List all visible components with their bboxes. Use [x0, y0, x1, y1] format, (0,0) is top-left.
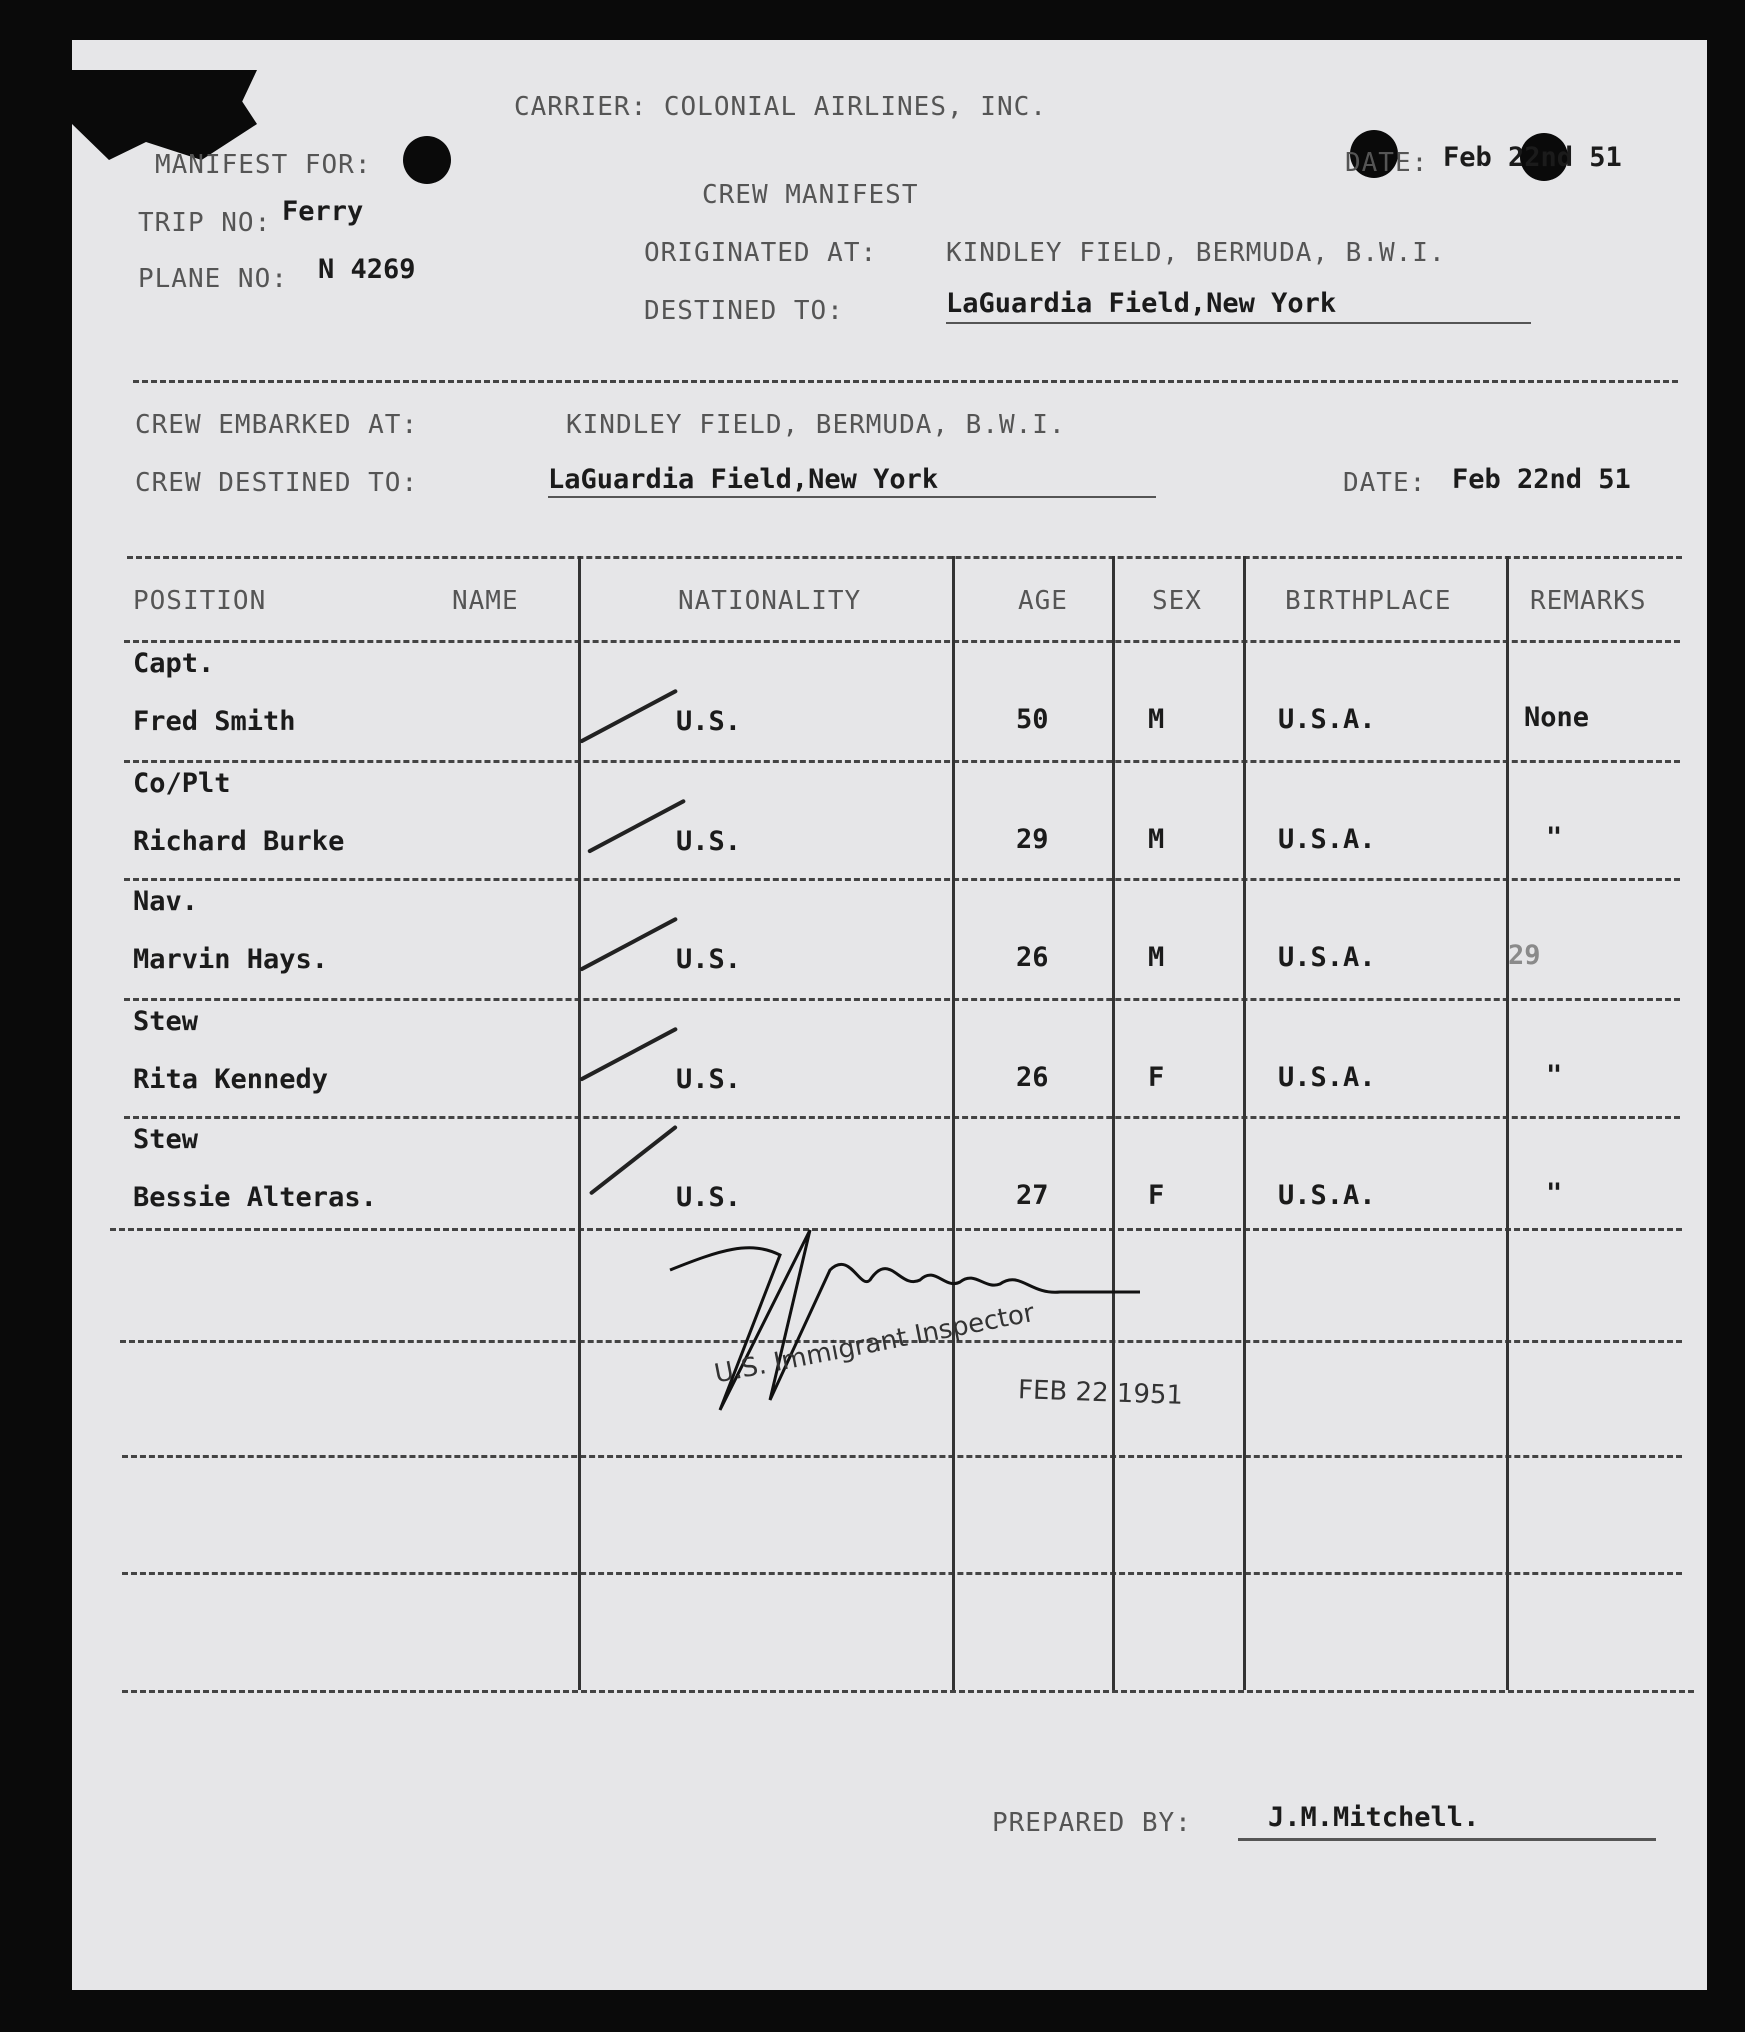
row-age: 27	[1016, 1180, 1049, 1211]
crew-manifest-title: CREW MANIFEST	[702, 180, 919, 210]
plane-label: PLANE NO:	[138, 264, 288, 294]
header-remarks: REMARKS	[1530, 586, 1647, 616]
table-top-line	[127, 556, 1682, 559]
row-remarks: "	[1546, 1060, 1563, 1091]
header-birthplace: BIRTHPLACE	[1285, 586, 1452, 616]
column-divider	[578, 556, 581, 1690]
row-name: Fred Smith	[133, 706, 296, 737]
carrier-line: CARRIER: COLONIAL AIRLINES, INC.	[514, 92, 1047, 122]
header-nationality: NATIONALITY	[678, 586, 862, 616]
destined-value: LaGuardia Field,New York	[946, 288, 1337, 319]
row-remarks: None	[1524, 702, 1590, 733]
destined-label: DESTINED TO:	[644, 296, 844, 326]
column-divider	[1112, 556, 1115, 1690]
crew-date-value: Feb 22nd 51	[1452, 464, 1631, 495]
prepared-by-underline	[1238, 1838, 1656, 1841]
crew-embarked-value: KINDLEY FIELD, BERMUDA, B.W.I.	[566, 410, 1066, 440]
row-sex: M	[1148, 942, 1165, 973]
destined-underline	[946, 322, 1531, 324]
row-birthplace: U.S.A.	[1278, 1062, 1376, 1093]
row-nationality: U.S.	[676, 944, 742, 975]
row-position: Stew	[133, 1006, 199, 1037]
row-name: Bessie Alteras.	[133, 1182, 377, 1213]
date-label: DATE:	[1345, 148, 1429, 178]
stamp-date: FEB 22 1951	[1017, 1375, 1184, 1411]
plane-value: N 4269	[318, 254, 416, 285]
manifest-for-label: MANIFEST FOR:	[155, 150, 372, 180]
row-nationality: U.S.	[676, 826, 742, 857]
row-position: Capt.	[133, 648, 215, 679]
row-sex: M	[1148, 704, 1165, 735]
originated-value: KINDLEY FIELD, BERMUDA, B.W.I.	[946, 238, 1446, 268]
row-position: Stew	[133, 1124, 199, 1155]
row-age: 26	[1016, 1062, 1049, 1093]
row-divider	[124, 1116, 1680, 1119]
row-position: Nav.	[133, 886, 199, 917]
row-birthplace: U.S.A.	[1278, 824, 1376, 855]
row-sex: F	[1148, 1180, 1165, 1211]
row-sex: F	[1148, 1062, 1165, 1093]
row-divider	[124, 998, 1680, 1001]
row-age: 29	[1016, 824, 1049, 855]
trip-label: TRIP NO:	[138, 208, 272, 238]
row-divider	[122, 1572, 1682, 1575]
column-divider	[1243, 556, 1246, 1690]
crew-destined-underline	[548, 496, 1156, 498]
inspector-stamp: U.S. Immigrant Inspector	[712, 1297, 1037, 1390]
row-birthplace: U.S.A.	[1278, 704, 1376, 735]
column-divider	[1506, 556, 1509, 1690]
row-name: Richard Burke	[133, 826, 345, 857]
row-age: 50	[1016, 704, 1049, 735]
table-header-line	[124, 640, 1680, 643]
originated-label: ORIGINATED AT:	[644, 238, 878, 268]
row-sex: M	[1148, 824, 1165, 855]
row-divider	[124, 878, 1680, 881]
crew-date-label: DATE:	[1343, 468, 1427, 498]
row-remarks: 29	[1508, 940, 1541, 971]
row-birthplace: U.S.A.	[1278, 942, 1376, 973]
punch-hole	[403, 136, 451, 184]
row-divider	[122, 1455, 1682, 1458]
row-remarks: "	[1546, 1178, 1563, 1209]
header-divider	[133, 380, 1678, 383]
header-sex: SEX	[1152, 586, 1202, 616]
row-position: Co/Plt	[133, 768, 231, 799]
table-bottom-line	[122, 1690, 1694, 1693]
row-nationality: U.S.	[676, 706, 742, 737]
prepared-by-label: PREPARED BY:	[992, 1808, 1192, 1838]
row-divider	[124, 760, 1680, 763]
header-age: AGE	[1018, 586, 1068, 616]
date-value: Feb 22nd 51	[1443, 142, 1622, 173]
row-name: Marvin Hays.	[133, 944, 329, 975]
manifest-page	[72, 40, 1707, 1990]
crew-destined-label: CREW DESTINED TO:	[135, 468, 419, 498]
crew-destined-value: LaGuardia Field,New York	[548, 464, 939, 495]
row-age: 26	[1016, 942, 1049, 973]
row-remarks: "	[1546, 822, 1563, 853]
header-position: POSITION	[133, 586, 267, 616]
column-divider	[952, 556, 955, 1690]
row-name: Rita Kennedy	[133, 1064, 329, 1095]
prepared-by-value: J.M.Mitchell.	[1268, 1802, 1480, 1833]
crew-embarked-label: CREW EMBARKED AT:	[135, 410, 419, 440]
row-nationality: U.S.	[676, 1182, 742, 1213]
row-birthplace: U.S.A.	[1278, 1180, 1376, 1211]
trip-value: Ferry	[282, 196, 364, 227]
header-name: NAME	[452, 586, 519, 616]
row-nationality: U.S.	[676, 1064, 742, 1095]
